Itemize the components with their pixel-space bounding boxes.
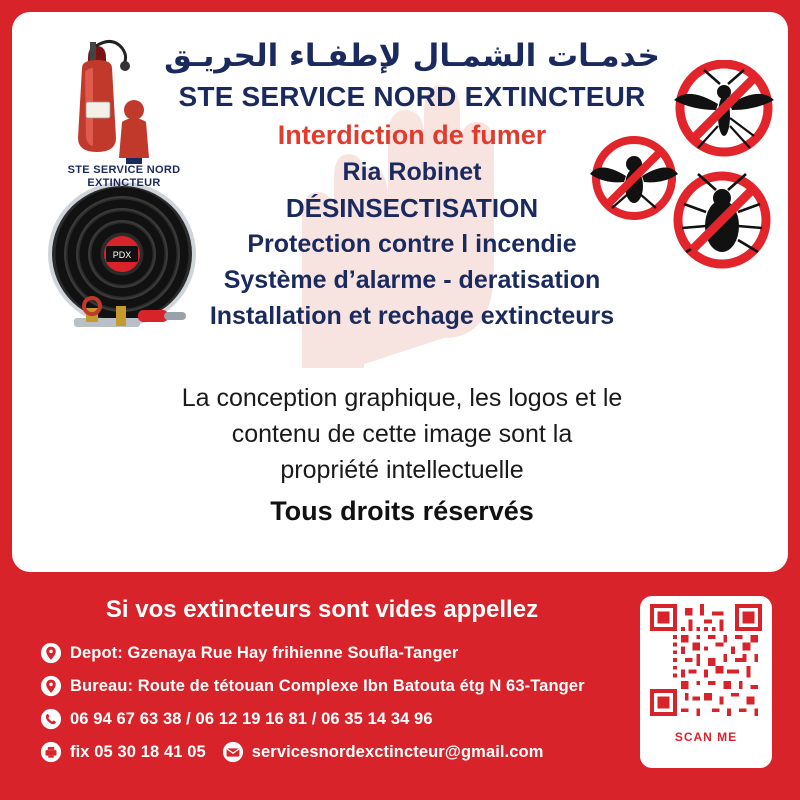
- contact-title: Si vos extincteurs sont vides appellez: [105, 596, 539, 623]
- phone-icon: [40, 708, 62, 730]
- logo-caption-line2: EXTINCTEUR: [87, 177, 161, 189]
- location-pin-icon: [40, 642, 62, 664]
- envelope-icon: [222, 741, 244, 763]
- copyright-line-2: contenu de cette image sont la: [231, 420, 573, 448]
- company-name: STE SERVICE NORD EXTINCTEUR: [178, 81, 646, 112]
- arabic-title: خدمـات الشمـال لإطفـاء الحريـق: [164, 38, 660, 74]
- copyright-line-3: propriété intellectuelle: [280, 456, 524, 484]
- no-cockroach-icon: [678, 174, 766, 264]
- service-item-1: DÉSINSECTISATION: [285, 193, 539, 223]
- headline-block: [162, 34, 662, 334]
- service-item-4: Installation et rechage extincteurs: [209, 302, 615, 330]
- contact-email-text: servicesnordexctincteur@gmail.com: [251, 742, 544, 761]
- fax-icon: [40, 741, 62, 763]
- main-card: [12, 12, 788, 572]
- contact-row-depot: [40, 642, 620, 664]
- copyright-block: [72, 380, 732, 527]
- service-item-3: Système d’alarme - deratisation: [223, 266, 601, 294]
- all-rights-reserved: Tous droits réservés: [270, 496, 534, 526]
- contact-list: [40, 642, 620, 774]
- contact-band: [12, 586, 788, 788]
- contact-fax-text: fix 05 30 18 41 05: [70, 742, 206, 761]
- svg-text:PDX: PDX: [112, 250, 132, 260]
- contact-row-phones: [40, 708, 620, 730]
- service-item-2: Protection contre l incendie: [247, 230, 577, 258]
- contact-phones-text: 06 94 67 63 38 / 06 12 19 16 81 / 06 35 14 34 96: [70, 709, 433, 728]
- no-smoking-text: Interdiction de fumer: [277, 120, 547, 150]
- contact-bureau-text: Bureau: Route de tétouan Complexe Ibn Batouta étg N 63-Tanger: [70, 676, 585, 695]
- no-mosquito-icon: [674, 64, 774, 152]
- contact-row-fax-email: [40, 741, 620, 763]
- location-pin-icon: [40, 675, 62, 697]
- scan-me-caption: SCAN ME: [674, 730, 738, 744]
- qr-code-icon[interactable]: [650, 604, 762, 716]
- logo-caption-line1: STE SERVICE NORD: [67, 164, 181, 176]
- contact-depot-text: Depot: Gzenaya Rue Hay frihienne Soufla-Tanger: [70, 643, 459, 662]
- worker-figure-icon: [119, 100, 149, 164]
- service-item-0: Ria Robinet: [342, 158, 482, 186]
- contact-row-bureau: [40, 675, 620, 697]
- qr-card[interactable]: [640, 596, 772, 768]
- copyright-line-1: La conception graphique, les logos et le: [181, 384, 623, 412]
